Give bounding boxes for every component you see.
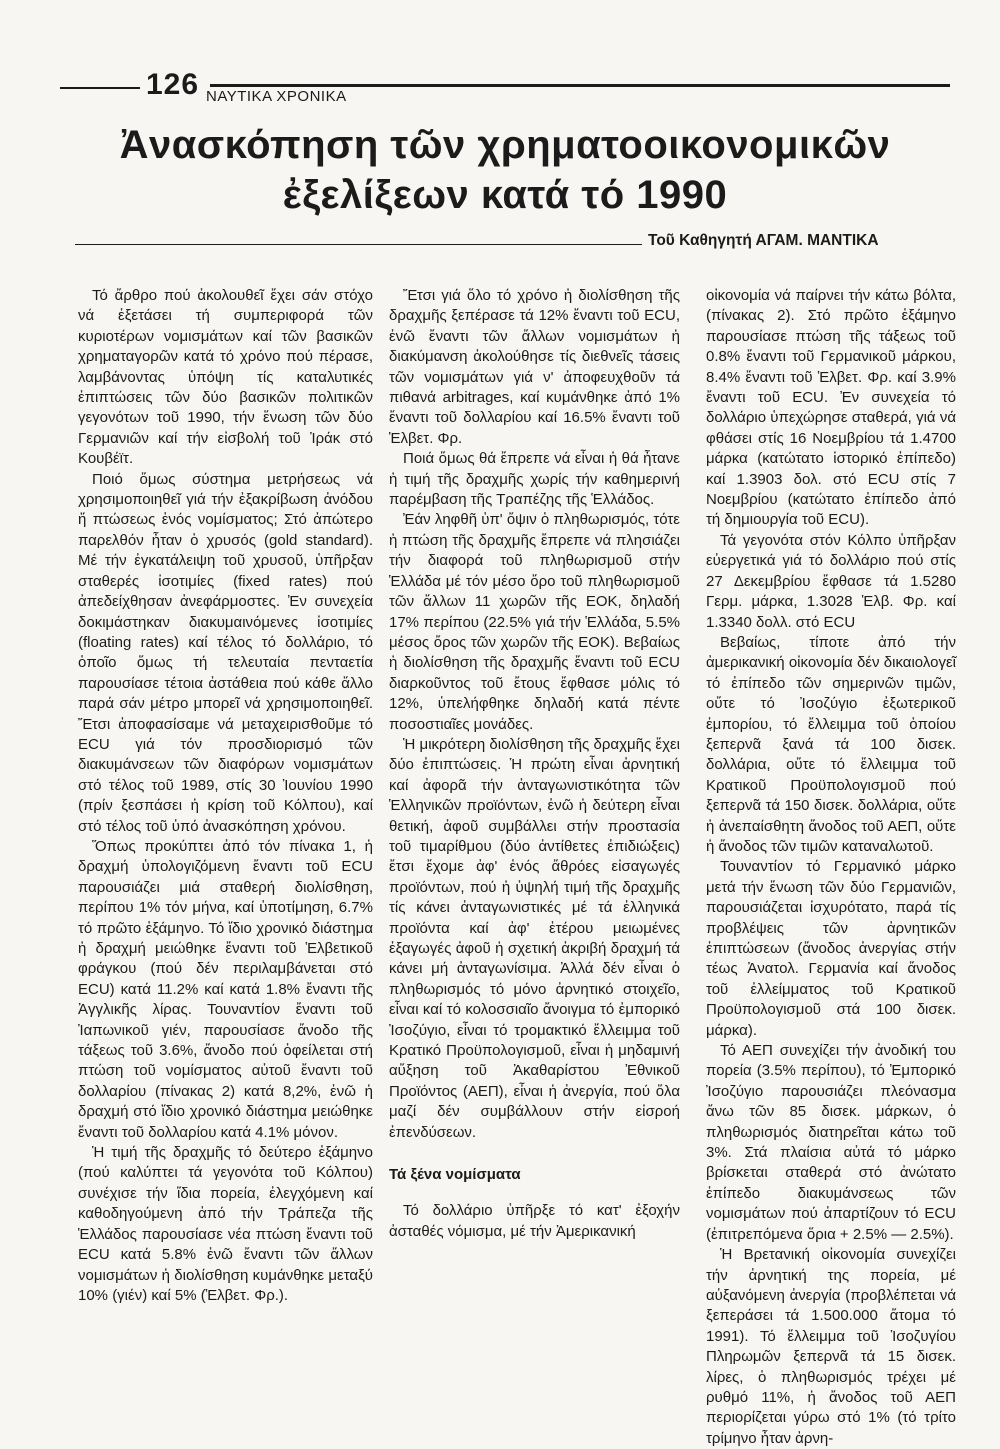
page-header bbox=[60, 70, 950, 110]
byline: Τοῦ Καθηγητή ΑΓΑΜ. ΜΑΝΤΙΚΑ bbox=[648, 232, 879, 249]
publication-name: ΝΑΥΤΙΚΑ ΧΡΟΝΙΚΑ bbox=[206, 88, 347, 105]
header-rule-right bbox=[210, 84, 950, 87]
paragraph: Ἡ μικρότερη διολίσθηση τῆς δραχμῆς ἔχει δύο ἐπιπτώσεις. Ἡ πρώτη εἶναι ἀρνητική καί ἀφορᾶ τήν ἀνταγωνιστικότητα τῶν Ἑλληνικῶν προϊόντων, ἐνῶ ἡ δεύτερη εἶναι θετική, ἀφοῦ συμβάλλει στήν προστασία τοῦ τιμαρίθμου (δύο ἀντίθετες ἐπιδιώξεις) ἔτσι ἔχομε ἀφ' ἑνός ἄθρόες εἰσαγωγές προϊόντων, πού ἡ ὑψηλή τιμή τῆς δραχμῆς τίς κάνει ἀνταγωνιστικές μέ τά ἑλληνικά προϊόντα καί ἀφ' ἑτέρου μειωμένες ἐξαγωγές ἀφοῦ ἡ σχετική ἀκριβή δραχμή τά κάνει μή ἀνταγωνίσιμα. Ἀλλά δέν εἶναι ὁ πληθωρισμός τό μόνο ἀρνητικό στοιχεῖο, εἶναι καί τό κολοσσιαῖο ἄνοιγμα τό ἐμπορικό Ἰσοζύγιο, εἶναι τό τρομακτικό ἔλλειμμα τοῦ Κρατικό Προϋπολογισμοῦ, εἶναι ἡ μηδαμινή αὔξηση τοῦ Ἀκαθαρίστου Ἐθνικοῦ Προϊόντος (ΑΕΠ), εἶναι ἡ ἀνεργία, πού ὅλα μαζί δέν συμβάλλουν στήν εἰσροή ἐπενδύσεων. bbox=[389, 735, 680, 1141]
article-title-line-1: Ἀνασκόπηση τῶν χρηματοοικονομικῶν bbox=[119, 123, 891, 167]
paragraph: Ἡ Βρετανική οἰκονομία συνεχίζει τήν ἀρνητική της πορεία, μέ αὐξανόμενη ἀνεργία (προβλέπεται νά ξεπεράσει τά 1.500.000 ἄτομα τό 1991). Τό ἔλλειμμα τοῦ Ἰσοζυγίου Πληρωμῶν ξεπερνᾶ τά 15 δισεκ. λίρες, ὁ πληθωρισμός τρέχει μέ ρυθμό 11%, ἡ ἄνοδος τοῦ ΑΕΠ περιορίζεται γύρω στό 1% (τό τρίτο τρίμηνο ἦταν ἀρνη- bbox=[706, 1246, 956, 1447]
header-rule-left bbox=[60, 87, 140, 89]
paragraph: Τό δολλάριο ὑπῆρξε τό κατ' ἐξοχήν ἀσταθές νόμισμα, μέ τήν Ἀμερικανική bbox=[389, 1202, 680, 1240]
paragraph: Τά γεγονότα στόν Κόλπο ὑπῆρξαν εὐεργετικά γιά τό δολλάριο πού στίς 27 Δεκεμβρίου ἔφθασε τά 1.5280 Γερμ. μάρκα, 1.3028 Ἑλβ. Φρ. καί 1.3340 δολλ. στό ECU bbox=[706, 531, 956, 631]
paragraph: Ὅπως προκύπτει ἀπό τόν πίνακα 1, ἡ δραχμή ὑπολογιζόμενη ἔναντι τοῦ ECU παρουσιάζει μιά σταθερή διολίσθηση, περίπου 1% τόν μήνα, καί ὑποτίμηση, 6.7% τό πρῶτο ἑξάμηνο. Τό ἴδιο χρονικό διάστημα ἡ δραχμή μειώθηκε ἔναντι τοῦ Ἑλβετικοῦ φράγκου (πού δέν περιλαμβάνεται στό ECU) κατά 11.2% καί κατά 1.8% ἔναντι τῆς Ἀγγλικῆς λίρας. Τουναντίον ἔναντι τοῦ Ἰαπωνικοῦ γιέν, παρουσίασε ἄνοδο τῆς τάξεως τοῦ 3.6%, ἄνοδο πού ὀφείλεται στή πτώση τοῦ νομίσματος αὐτοῦ ἔναντι τοῦ δολλαρίου (πίνακας 2) κατά 8,2%, ἐνῶ ἡ δραχμή στό ἴδιο χρονικό διάστημα μειώθηκε ἔναντι τοῦ δολλαρίου κατά 4.1% μόνον. bbox=[78, 837, 373, 1141]
paragraph: Ἡ τιμή τῆς δραχμῆς τό δεύτερο ἑξάμηνο (πού καλύπτει τά γεγονότα τοῦ Κόλπου) συνέχισε τήν ἴδια πορεία, ἐλεγχόμενη καί καθοδηγούμενη ἀπό τήν Τράπεζα τῆς Ἑλλάδος παρουσίασε νέα πτώση ἔναντι τοῦ ECU κατά 5.8% ἐνῶ ἔναντι τῶν ἄλλων νομισμάτων ἡ διολίσθηση κυμάνθηκε μεταξύ 10% (γιέν) καί 5% (Ἑλβετ. Φρ.). bbox=[78, 1144, 373, 1304]
column-2 bbox=[389, 286, 680, 1386]
article-title bbox=[60, 120, 950, 220]
paragraph: Ποιό ὅμως σύστημα μετρήσεως νά χρησιμοποιηθεῖ γιά τήν ἐξακρίβωση ἀνόδου ἤ πτώσεως ἑνός νομίσματος; Στό ἀπώτερο παρελθόν ἦταν ὁ χρυσός (gold standard). Μέ τήν ἐγκατάλειψη τοῦ χρυσοῦ, ὑπῆρξαν σταθερές ἰσοτιμίες (fixed rates) πού ἀπεδείχθησαν ἀνεφάρμοστες. Ἐν συνεχεία δοκιμάστηκαν διακυμαινόμενες ἰσοτιμίες (floating rates) καί τέλος τό δολλάριο, τό ὁποῖο ὅμως τή τελευταία πενταετία παρουσίασε τέτοια ἀστάθεια πού κάθε ἄλλο παρά σάν μέτρο μπορεῖ νά χρησιμοποιηθεῖ. Ἔτσι ἀποφασίσαμε νά μεταχειρισθοῦμε τό ECU γιά τόν προσδιορισμό τῶν διακυμάνσεων τῶν διαφόρων νομισμάτων στό τέλος τοῦ 1989, στίς 30 Ἰουνίου 1990 (πρίν ξεσπάσει ἡ κρίση τοῦ Κόλπου), καί στό τέλος τοῦ ὑπό ἀνασκόπηση χρόνου. bbox=[78, 470, 373, 835]
column-1 bbox=[78, 286, 373, 1386]
paragraph: Τό ἄρθρο πού ἀκολουθεῖ ἔχει σάν στόχο νά ἐξετάσει τή συμπεριφορά τῶν κυριοτέρων νομισμάτων καί τῶν βασικῶν χρηματαγορῶν κατά τό χρόνο πού πέρασε, λαμβάνοντας ὑπόψη τίς καταλυτικές ἐπιπτώσεις τῶν δύο βασικῶν πολιτικῶν γεγονότων τοῦ 1990, τήν ἕνωση τῶν δύο Γερμανιῶν καί τήν εἰσβολή τοῦ Ἰράκ στό Κουβέϊτ. bbox=[78, 287, 373, 468]
column-3 bbox=[706, 286, 956, 1447]
section-subheading: Τά ξένα νομίσματα bbox=[389, 1166, 521, 1184]
paragraph: Βεβαίως, τίποτε ἀπό τήν ἀμερικανική οἰκονομία δέν δικαιολογεῖ τό ἐπίπεδο τῶν σημερινῶν τιμῶν, οὔτε τό Ἰσοζύγιο ἐξωτερικοῦ ἐμπορίου, τό ἔλλειμμα τοῦ ὁποίου ξεπερνᾶ ξανά τά 100 δισεκ. δολλάρια, οὔτε τό ἔλλειμμα τοῦ Κρατικοῦ Προϋπολογισμοῦ πού ξεπερνᾶ τά 150 δισεκ. δολλάρια, οὔτε ἡ ἀνεπαίσθητη ἄνοδος τοῦ ΑΕΠ, οὔτε ἡ ἄνοδος τῶν τιμῶν καταναλωτοῦ. bbox=[706, 633, 956, 855]
byline-rule bbox=[75, 244, 642, 245]
paragraph: οἰκονομία νά παίρνει τήν κάτω βόλτα, (πίνακας 2). Στό πρῶτο ἑξάμηνο παρουσίασε πτώση τῆς τάξεως τοῦ 0.8% ἔναντι τοῦ Γερμανικοῦ μάρκου, 8.4% ἔναντι τοῦ Ἑλβετ. Φρ. καί 3.9% ἔναντι τοῦ ECU. Ἐν συνεχεία τό δολλάριο ὑπεχώρησε σταθερά, γιά νά φθάσει στίς 16 Νοεμβρίου τά 1.4700 μάρκα (κατώτατο ἱστορικό ἐπίπεδο) καί 1.3903 δολ. στό ECU στίς 7 Νοεμβρίου (κατώτατο ἐπίπεδο ἀπό τή δημιουργία τοῦ ECU). bbox=[706, 287, 956, 529]
paragraph: Τουναντίον τό Γερμανικό μάρκο μετά τήν ἕνωση τῶν δύο Γερμανιῶν, παρουσιάζεται ἰσχυρότατο, παρά τίς προβλέψεις τῶν ἀρνητικῶν ἐπιπτώσεων (ἄνοδος ἀνεργίας στήν τέως Ἀνατολ. Γερμανία καί ἄνοδος τοῦ ἐλλείμματος τοῦ Κρατικοῦ Προϋπολογισμοῦ στά 100 δισεκ. μάρκα). bbox=[706, 858, 956, 1039]
paragraph: Ἐάν ληφθῆ ὑπ' ὄψιν ὁ πληθωρισμός, τότε ἡ πτώση τῆς δραχμῆς ἔπρεπε νά πλησιάζει τήν διαφορά τοῦ πληθωρισμοῦ στήν Ἑλλάδα μέ τόν μέσο ὄρο τοῦ πληθωρισμοῦ τῶν ἄλλων 11 χωρῶν τῆς ΕΟΚ, δηλαδή 17% περίπου (22.5% γιά τήν Ἑλλάδα, 5.5% μέσος ὄρος τῶν χωρῶν τῆς ΕΟΚ). Βεβαίως ἡ διολίσθηση τῆς δραχμῆς ἔναντι τοῦ ECU διαρκοῦντος τοῦ ἔτους ἔφθασε μόλις τό 12%, ὑπελήφθηκε δηλαδή κατά πέντε ποσοστιαῖες μονάδες. bbox=[389, 511, 680, 733]
paragraph: Ἔτσι γιά ὅλο τό χρόνο ἡ διολίσθηση τῆς δραχμῆς ξεπέρασε τά 12% ἔναντι τοῦ ECU, ἐνῶ ἔναντι τῶν ἄλλων νομισμάτων ἡ διακύμανση ἀκολούθησε τίς διεθνεῖς τάσεις τῶν νομισμάτων γιά ν' ἀποφευχθοῦν τά πιθανά arbitrages, καί κυμάνθηκε ἀπό 1% ἔναντι τοῦ δολλαρίου καί 16.5% ἔναντι τοῦ Ἑλβετ. Φρ. bbox=[389, 287, 680, 447]
page-number: 126 bbox=[146, 68, 200, 101]
paragraph: Ποιά ὅμως θά ἔπρεπε νά εἶναι ἡ θά ἦτανε ἡ τιμή τῆς δραχμῆς χωρίς τήν καθημερινή παρέμβαση τῆς Τραπέζης τῆς Ἑλλάδος. bbox=[389, 450, 680, 509]
paragraph: Τό ΑΕΠ συνεχίζει τήν ἀνοδική του πορεία (3.5% περίπου), τό Ἐμπορικό Ἰσοζύγιο παρουσιάζει πλεόνασμα ἄνω τῶν 85 δισεκ. μάρκων, ὁ πληθωρισμός διατηρεῖται κάτω τοῦ 3%. Στά πλαίσια αὐτά τό μάρκο βρίσκεται σταθερά στό ἀνώτατο ἐπίπεδο διακυμάνσεως τῶν νομισμάτων πού ἀπαρτίζουν τό ECU (ἐπιτρεπόμενα ὅρια + 2.5% — 2.5%). bbox=[706, 1042, 956, 1243]
article-title-line-2: ἐξελίξεων κατά τό 1990 bbox=[282, 173, 728, 217]
